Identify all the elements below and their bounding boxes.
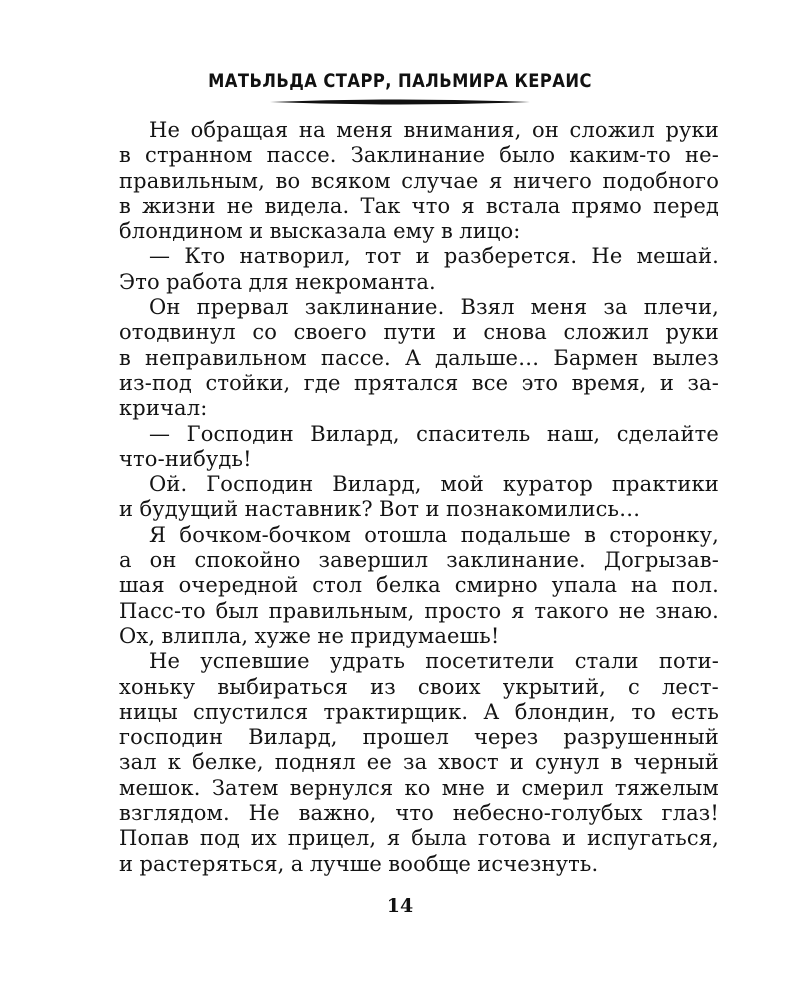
word: разрушенный xyxy=(563,725,719,750)
word: из-под xyxy=(119,370,193,395)
text-line xyxy=(119,194,719,219)
word: сторонку, xyxy=(609,522,719,547)
word: Бармен xyxy=(553,345,639,370)
word: что xyxy=(395,801,434,826)
word: мой xyxy=(440,472,484,497)
word: в xyxy=(584,522,597,547)
word: то xyxy=(631,699,656,724)
word: высказала xyxy=(269,219,387,244)
word: Господин xyxy=(186,421,294,446)
word: смирно xyxy=(454,573,538,598)
word: ее xyxy=(366,750,392,775)
word: Вилард, xyxy=(332,472,422,497)
word: что-нибудь! xyxy=(119,446,252,471)
word: есть xyxy=(671,699,719,724)
word: что xyxy=(411,193,451,218)
word: под xyxy=(199,826,240,851)
word: тот xyxy=(365,244,402,269)
text-line xyxy=(119,700,719,725)
word: Вилард, xyxy=(310,421,400,446)
word: меня xyxy=(336,118,393,142)
word: Я xyxy=(149,522,167,547)
word: Кто xyxy=(184,244,226,269)
word: подальше xyxy=(460,522,571,547)
word: и xyxy=(119,851,134,876)
word: не xyxy=(226,193,254,218)
text-line xyxy=(119,295,719,320)
word: был xyxy=(215,598,259,623)
text-line xyxy=(119,826,719,851)
text-line xyxy=(119,852,719,877)
word: в xyxy=(610,750,623,775)
word: успевшие xyxy=(200,649,310,674)
word: пол. xyxy=(671,573,719,598)
word: — xyxy=(149,244,171,269)
text-line xyxy=(119,675,719,700)
text-line xyxy=(119,244,719,269)
word: лицо: xyxy=(459,219,521,244)
word: ко xyxy=(404,775,431,800)
word: на xyxy=(298,118,326,142)
word: прямо xyxy=(571,193,642,218)
word: со xyxy=(252,320,278,345)
word: Заклинание xyxy=(350,143,486,168)
word: из xyxy=(370,674,396,699)
word: неправильном xyxy=(145,345,307,370)
word: зал xyxy=(119,750,157,775)
word: случае xyxy=(401,168,479,193)
word: всяком xyxy=(310,168,391,193)
word: исчезнуть. xyxy=(477,851,599,876)
word: обращая xyxy=(190,118,289,142)
word: А xyxy=(404,345,421,370)
text-line xyxy=(119,523,719,548)
word: за xyxy=(603,295,628,320)
word: — xyxy=(149,421,171,446)
word: очередной xyxy=(178,573,299,598)
word: Так xyxy=(360,193,401,218)
word: сложил xyxy=(569,118,655,142)
word: господин xyxy=(119,725,224,750)
word: упала xyxy=(551,573,618,598)
word: посетители xyxy=(425,649,555,674)
text-line xyxy=(119,599,719,624)
word: он xyxy=(149,548,177,573)
word: видела. xyxy=(264,193,350,218)
word: Ох, xyxy=(119,623,156,648)
word: ничего xyxy=(513,168,592,193)
word: белке, xyxy=(192,750,264,775)
word: это xyxy=(521,370,559,395)
word: Взял xyxy=(460,295,515,320)
word: мешай. xyxy=(636,244,719,269)
word: спаситель xyxy=(416,421,531,446)
word: Не xyxy=(248,801,280,826)
text-line xyxy=(119,346,719,371)
word: плечи, xyxy=(643,295,719,320)
word: пассе. xyxy=(266,143,337,168)
word: выбираться xyxy=(217,674,349,699)
word: снова xyxy=(483,320,547,345)
word: и xyxy=(425,497,440,522)
word: просто xyxy=(424,598,502,623)
word: где xyxy=(303,370,341,395)
word: трактирщик. xyxy=(323,699,469,724)
word: мне xyxy=(441,775,485,800)
word: а xyxy=(119,548,132,573)
text-line xyxy=(119,118,719,143)
word: стойки, xyxy=(205,370,291,395)
text-line xyxy=(119,624,719,649)
word: хвост xyxy=(438,750,499,775)
text-line xyxy=(119,371,719,396)
word: и xyxy=(119,497,134,522)
word: смерил xyxy=(521,775,604,800)
text-line xyxy=(119,396,719,421)
word: поти- xyxy=(658,649,719,674)
text-line xyxy=(119,497,719,522)
word: он xyxy=(531,118,559,142)
word: натворил, xyxy=(239,244,351,269)
word: будущий xyxy=(139,497,239,522)
word: меня xyxy=(530,295,588,320)
word: сделайте xyxy=(616,421,719,446)
word: Ой. xyxy=(149,472,188,497)
word: и xyxy=(496,775,511,800)
word: и xyxy=(415,244,430,269)
text-line xyxy=(119,422,719,447)
text-line xyxy=(119,320,719,345)
word: практики xyxy=(611,472,719,497)
word: бочком-бочком xyxy=(179,522,351,547)
word: заклинание. xyxy=(304,295,445,320)
text-line xyxy=(119,801,719,826)
word: влипла, xyxy=(161,623,249,648)
text-line xyxy=(119,143,719,168)
text-line xyxy=(119,169,719,194)
word: поднял xyxy=(274,750,356,775)
word: мешок. xyxy=(119,775,201,800)
word: белка xyxy=(376,573,441,598)
word: черный xyxy=(633,750,719,775)
word: в xyxy=(119,345,131,370)
word: спокойно xyxy=(194,548,301,573)
word: блондин, xyxy=(514,699,617,724)
page-number: 14 xyxy=(386,895,414,917)
word: прервал xyxy=(196,295,289,320)
word: хуже xyxy=(254,623,312,648)
word: глаз! xyxy=(661,801,719,826)
text-line xyxy=(119,649,719,674)
word: их xyxy=(250,826,277,851)
word: разберется. xyxy=(443,244,578,269)
word: я xyxy=(387,826,401,851)
word: Пасс-то xyxy=(119,598,206,623)
word: все xyxy=(471,370,509,395)
word: в xyxy=(440,219,453,244)
word: дальше… xyxy=(435,345,540,370)
text-line xyxy=(119,447,719,472)
word: ему xyxy=(393,219,435,244)
word: ницы xyxy=(119,699,178,724)
text-line xyxy=(119,472,719,497)
text-line xyxy=(119,776,719,801)
text-line xyxy=(119,573,719,598)
word: руки xyxy=(665,118,719,142)
running-head: МАТЬЛЬДА СТАРР, ПАЛЬМИРА КЕРАИС xyxy=(208,70,592,92)
word: за- xyxy=(687,370,719,395)
word: завершил xyxy=(318,548,429,573)
text-line xyxy=(119,750,719,775)
word: не xyxy=(317,623,345,648)
word: укрытий, xyxy=(502,674,606,699)
word: испугаться, xyxy=(586,826,719,851)
body-text xyxy=(119,118,719,877)
word: перед xyxy=(653,193,719,218)
word: тяжелым xyxy=(614,775,719,800)
word: руки xyxy=(665,320,719,345)
word: наш, xyxy=(546,421,601,446)
word: и xyxy=(452,320,467,345)
word: Затем xyxy=(211,775,279,800)
word: не- xyxy=(684,143,719,168)
word: отошла xyxy=(364,522,448,547)
word: Вилард, xyxy=(248,725,338,750)
text-line xyxy=(119,725,719,750)
word: вообще xyxy=(388,851,471,876)
word: во xyxy=(275,168,301,193)
word: своего xyxy=(293,320,367,345)
word: некроманта. xyxy=(294,269,436,294)
word: блондином xyxy=(119,219,243,244)
word: стали xyxy=(574,649,639,674)
word: время, xyxy=(571,370,647,395)
word: А xyxy=(483,699,500,724)
word: лест- xyxy=(661,674,719,699)
word: Не xyxy=(149,118,181,142)
word: я xyxy=(511,598,525,623)
word: на xyxy=(631,573,658,598)
word: хоньку xyxy=(119,674,196,699)
word: была xyxy=(411,826,468,851)
word: лучше xyxy=(309,851,382,876)
word: познакомились… xyxy=(445,497,641,522)
word: к xyxy=(167,750,182,775)
word: вылез xyxy=(652,345,719,370)
word: и xyxy=(249,219,264,244)
word: небесно-голубых xyxy=(452,801,643,826)
word: придумаешь! xyxy=(350,623,500,648)
word: Он xyxy=(149,295,181,320)
word: Вот xyxy=(379,497,420,522)
word: взглядом. xyxy=(119,801,230,826)
word: было xyxy=(499,143,556,168)
word: подобного xyxy=(602,168,719,193)
text-line xyxy=(119,270,719,295)
word: кричал: xyxy=(119,396,208,421)
word: странном xyxy=(145,143,253,168)
word: я xyxy=(489,168,503,193)
word: растеряться, xyxy=(139,851,285,876)
word: своих xyxy=(417,674,481,699)
word: сложил xyxy=(563,320,649,345)
word: отодвинул xyxy=(119,320,236,345)
word: внимания, xyxy=(403,118,522,142)
word: для xyxy=(248,269,289,294)
word: работа xyxy=(166,269,243,294)
word: каким-то xyxy=(569,143,671,168)
word: удрать xyxy=(329,649,406,674)
word: прошел xyxy=(362,725,449,750)
word: спустился xyxy=(193,699,309,724)
word: Догрызав- xyxy=(603,548,719,573)
word: важно, xyxy=(298,801,377,826)
word: а xyxy=(290,851,304,876)
word: сунул xyxy=(534,750,600,775)
word: куратор xyxy=(502,472,594,497)
word: не xyxy=(618,598,646,623)
word: жизни xyxy=(142,193,216,218)
word: наставник? xyxy=(244,497,373,522)
word: такого xyxy=(534,598,609,623)
word: я xyxy=(461,193,475,218)
word: и xyxy=(561,826,577,851)
word: прятался xyxy=(353,370,459,395)
word: через xyxy=(473,725,539,750)
word: пути xyxy=(383,320,437,345)
word: Попав xyxy=(119,826,190,851)
text-line xyxy=(119,548,719,573)
word: готова xyxy=(477,826,552,851)
word: пассе. xyxy=(320,345,391,370)
word: шая xyxy=(119,573,165,598)
word: правильным, xyxy=(268,598,415,623)
word: заклинание. xyxy=(446,548,586,573)
word: вернулся xyxy=(289,775,394,800)
word: знаю. xyxy=(655,598,719,623)
word: Это xyxy=(119,269,160,294)
header-underline-ornament xyxy=(270,98,530,106)
word: стол xyxy=(312,573,363,598)
word: Не xyxy=(591,244,623,269)
word: в xyxy=(119,143,131,168)
word: прицел, xyxy=(287,826,377,851)
word: Господин xyxy=(206,472,314,497)
word: и xyxy=(509,750,524,775)
word: с xyxy=(627,674,640,699)
word: встала xyxy=(485,193,561,218)
word: Не xyxy=(149,649,181,674)
word: за xyxy=(402,750,428,775)
text-line xyxy=(119,219,719,244)
word: и xyxy=(659,370,675,395)
word: в xyxy=(119,193,131,218)
word: правильным, xyxy=(119,168,265,193)
